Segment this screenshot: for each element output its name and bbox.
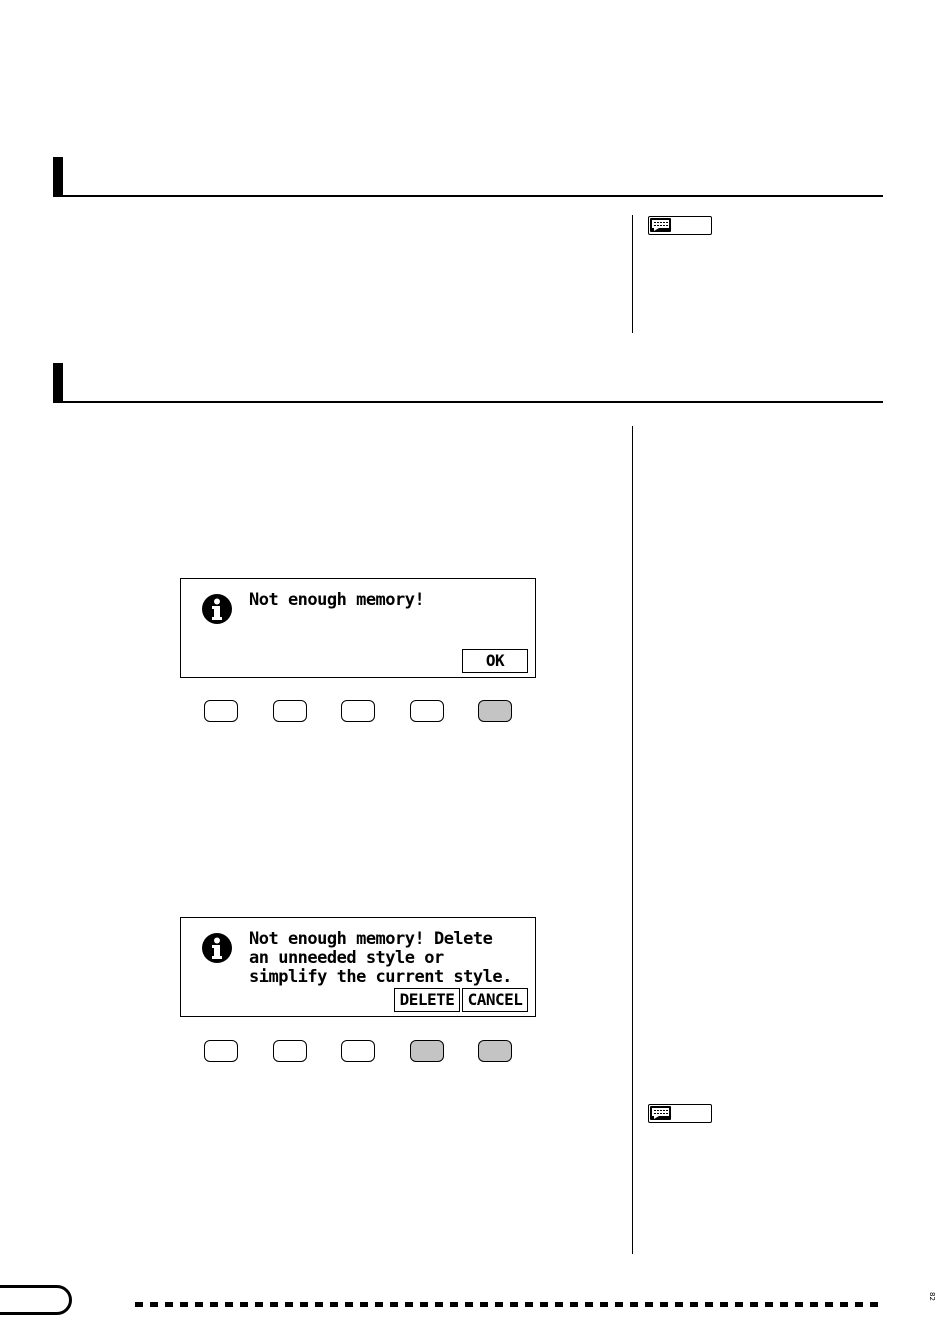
panel-button-1[interactable] xyxy=(204,700,238,722)
panel-button-4[interactable] xyxy=(410,700,444,722)
note-icon xyxy=(648,216,712,235)
section-1-rule xyxy=(53,195,883,197)
lcd-dialog-delete-style xyxy=(180,917,536,1017)
section-2-marker xyxy=(53,363,63,403)
panel-button-2[interactable] xyxy=(273,1040,307,1062)
delete-button[interactable]: DELETE xyxy=(394,988,460,1012)
panel-button-3[interactable] xyxy=(341,700,375,722)
panel-button-5[interactable] xyxy=(478,700,512,722)
footer-dotted-rule xyxy=(135,1302,883,1307)
ok-button[interactable]: OK xyxy=(462,649,528,673)
sidebar-1-rule xyxy=(632,215,633,333)
panel-button-1[interactable] xyxy=(204,1040,238,1062)
section-1-marker xyxy=(53,157,63,197)
panel-button-3[interactable] xyxy=(341,1040,375,1062)
page-number: 82 xyxy=(928,1292,936,1301)
note-icon xyxy=(648,1104,712,1123)
dialog-message: Not enough memory! Delete an unneeded style or simplify the current style. xyxy=(249,929,512,987)
panel-button-2[interactable] xyxy=(273,700,307,722)
cancel-button[interactable]: CANCEL xyxy=(462,988,528,1012)
lcd-dialog-not-enough-memory xyxy=(180,578,536,678)
info-icon xyxy=(201,932,233,964)
dialog-message: Not enough memory! xyxy=(249,590,425,610)
info-icon xyxy=(201,593,233,625)
sidebar-2-rule xyxy=(632,426,633,1254)
page-tab xyxy=(0,1285,72,1315)
panel-button-4[interactable] xyxy=(410,1040,444,1062)
section-2-rule xyxy=(53,401,883,403)
panel-button-5[interactable] xyxy=(478,1040,512,1062)
